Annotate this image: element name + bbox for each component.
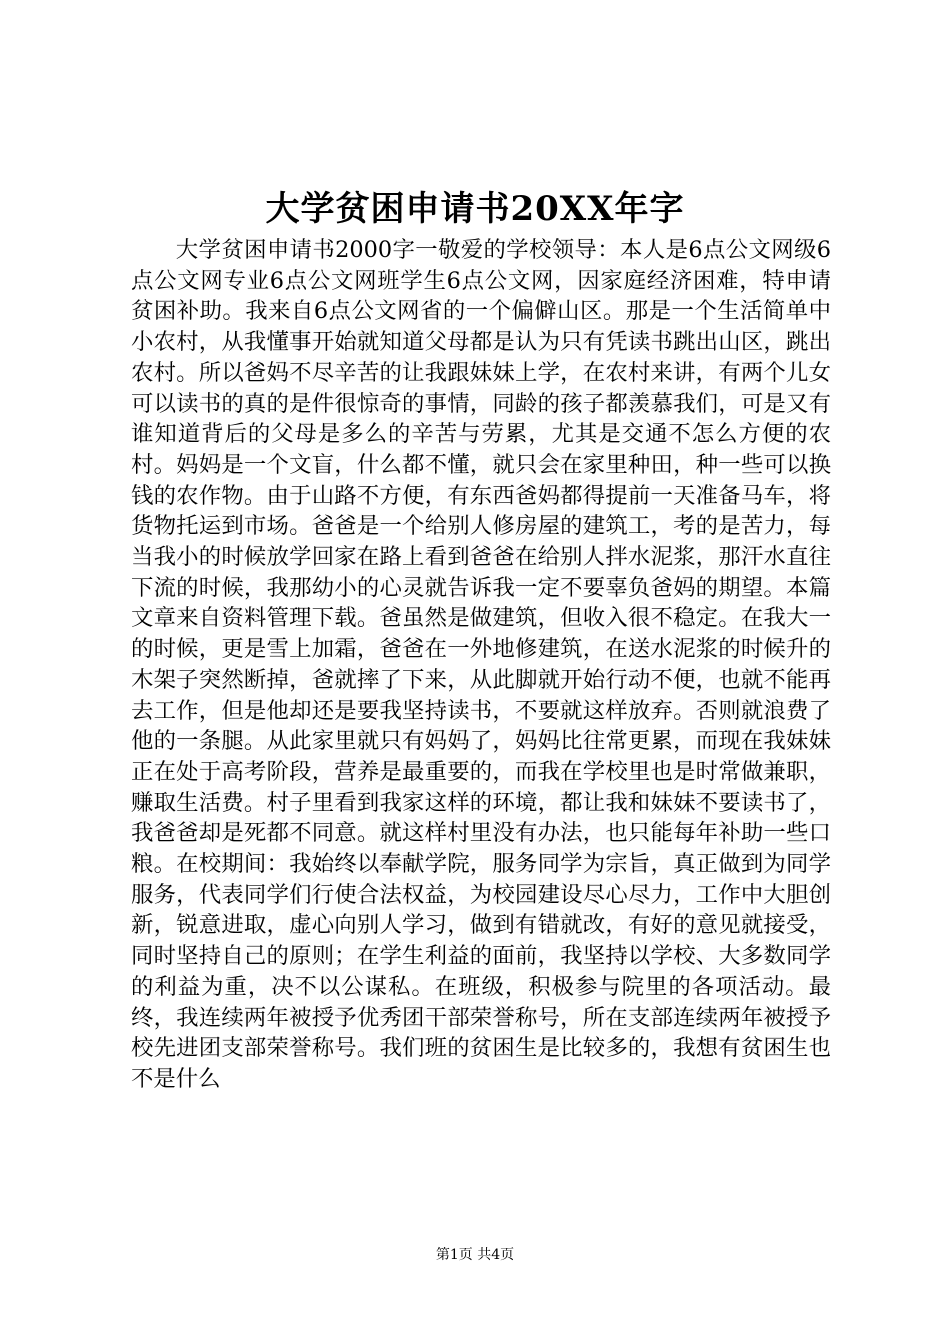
body-paragraph: 大学贫困申请书2000字一敬爱的学校领导：本人是6点公文网级6点公文网专业6点公文网班学生6点公文网，因家庭经济困难，特申请贫困补助。我来自6点公文网省的一个偏僻山区。那是一个生活简单中小农村，从我懂事开始就知道父母都是认为只有凭读书跳出山区，跳出农村。所以爸妈不尽辛苦的让我跟妹妹上学，在农村来讲，有两个儿女可以读书的真的是件很惊奇的事情，同龄的孩子都羡慕我们，可是又有谁知道背后的父母是多么的辛苦与劳累，尤其是交通不怎么方便的农村。妈妈是一个文盲，什么都不懂，就只会在家里种田，种一些可以换钱的农作物。由于山路不方便，有东西爸妈都得提前一天准备马车，将货物托运到市场。爸爸是一个给别人修房屋的建筑工，考的是苦力，每当我小的时候放学回家在路上看到爸爸在给别人拌水泥浆，那汗水直往下流的时候，我那幼小的心灵就告诉我一定不要辜负爸妈的期望。本篇文章来自资料管理下载。爸虽然是做建筑，但收入很不稳定。在我大一的时候，更是雪上加霜，爸爸在一外地修建筑，在送水泥浆的时候升的木架子突然断掉，爸就摔了下来，从此脚就开始行动不便，也就不能再去工作，但是他却还是要我坚持读书，不要就这样放弃。否则就浪费了他的一条腿。从此家里就只有妈妈了，妈妈比往常更累，而现在我妹妹正在处于高考阶段，营养是最重要的，而我在学校里也是时常做兼职，赚取生活费。村子里看到我家这样的环境，都让我和妹妹不要读书了，我爸爸却是死都不同意。就这样村里没有办法，也只能每年补助一些口粮。在校期间：我始终以奉献学院，服务同学为宗旨，真正做到为同学服务，代表同学们行使合法权益，为校园建设尽心尽力，工作中大胆创新，锐意进取，虚心向别人学习，做到有错就改，有好的意见就接受，同时坚持自己的原则；在学生利益的面前，我坚持以学校、大多数同学的利益为重，决不以公谋私。在班级，积极参与院里的各项活动。最终，我连续两年被授予优秀团干部荣誉称号，所在支部连续两年被授予校先进团支部荣誉称号。我们班的贫困生是比较多的，我想有贫困生也不是什么 xyxy=(131,237,831,1092)
page-number-footer: 第1页 共4页 xyxy=(435,1247,515,1263)
page-title: 大学贫困申请书20XX年字 xyxy=(265,189,685,229)
